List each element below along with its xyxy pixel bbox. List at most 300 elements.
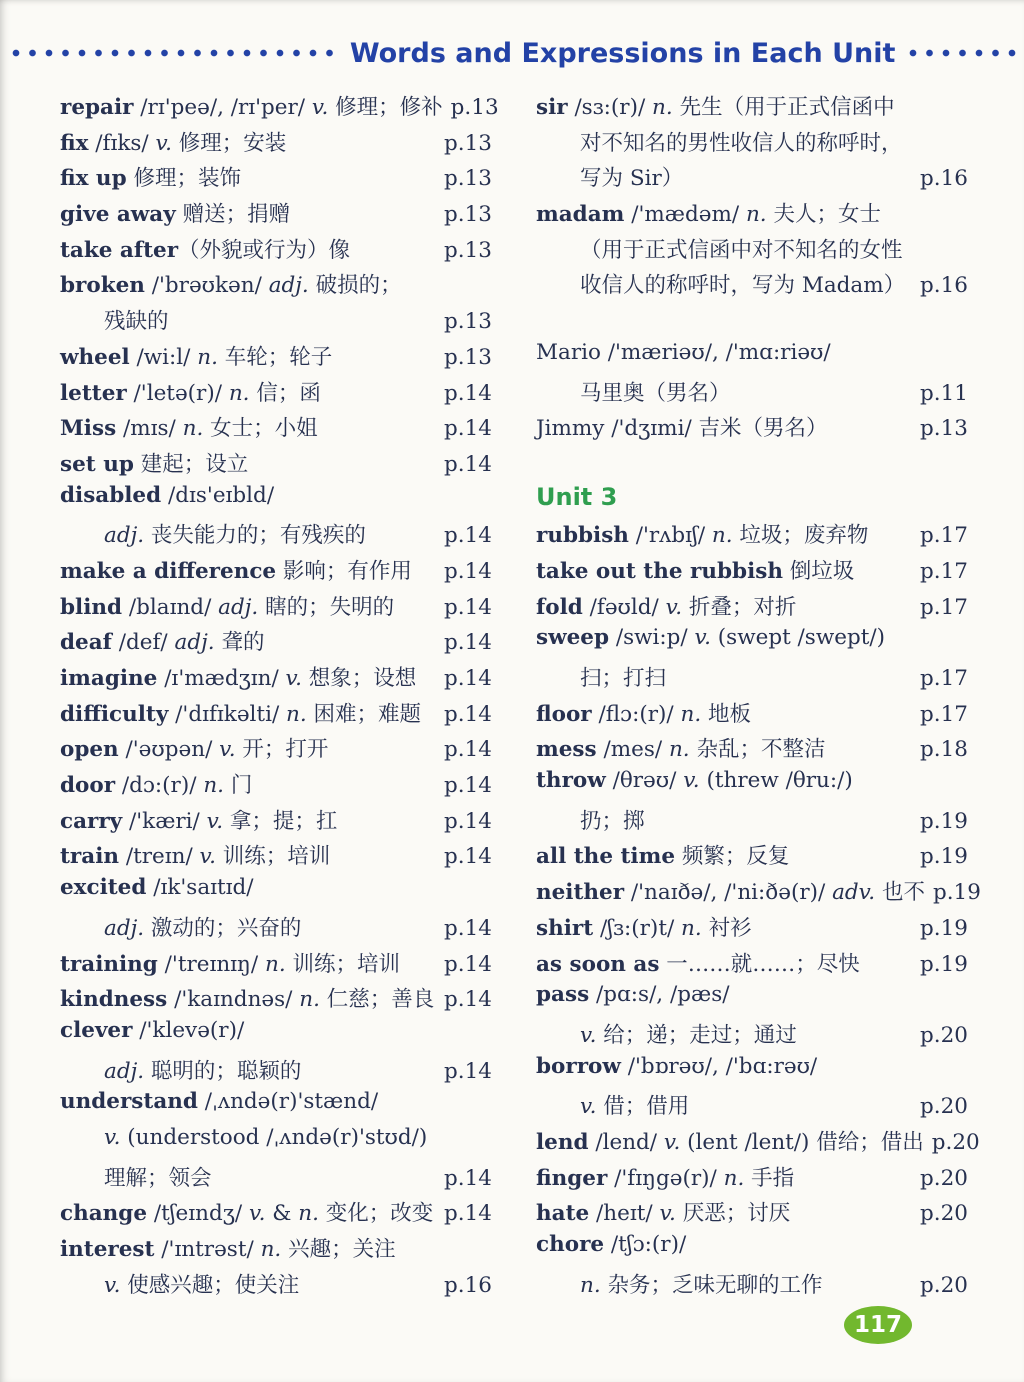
pos-label: n. bbox=[711, 523, 733, 549]
vocab-line bbox=[536, 839, 968, 875]
vocab-line bbox=[60, 554, 492, 590]
definition-text: 仁慈；善良 bbox=[319, 987, 435, 1013]
header-title: Words and Expressions in Each Unit bbox=[349, 37, 896, 69]
term-text: excited bbox=[60, 875, 147, 901]
pos-label: v. bbox=[311, 95, 329, 120]
blank-line bbox=[536, 447, 968, 483]
vocab-line bbox=[536, 590, 968, 626]
term-text: sir bbox=[536, 95, 568, 120]
pos-label: n. bbox=[668, 737, 690, 763]
pos-label: adv. bbox=[832, 880, 876, 906]
vocab-line bbox=[60, 411, 492, 447]
definition-text: 扔；掷 bbox=[580, 808, 645, 834]
vocab-line bbox=[536, 697, 968, 733]
pos-label: n. bbox=[745, 202, 767, 228]
definition-text: 折叠；对折 bbox=[682, 594, 797, 620]
vocab-line bbox=[60, 126, 492, 162]
vocab-line bbox=[536, 233, 968, 269]
page-ref: p.16 bbox=[444, 1272, 492, 1298]
entry-text bbox=[536, 590, 796, 621]
page-ref: p.11 bbox=[920, 380, 968, 406]
unit-title: Unit 3 bbox=[536, 482, 618, 511]
definition-text: 拿；提；扛 bbox=[223, 808, 338, 834]
entry-text bbox=[536, 804, 645, 835]
entry-text bbox=[60, 1268, 299, 1299]
entry-text bbox=[60, 1089, 378, 1114]
term-text: difficulty bbox=[60, 701, 169, 727]
pos-label: adj. bbox=[104, 1058, 145, 1084]
definition-text: 丧失能力的；有残疾的 bbox=[144, 523, 366, 549]
entry-text bbox=[60, 126, 286, 157]
definition-text: 收信人的称呼时，写为 Madam） bbox=[580, 273, 906, 299]
vocab-line bbox=[536, 1161, 968, 1197]
definition-text: /'naɪðə/, /'ni:ðə(r)/ bbox=[624, 880, 833, 906]
vocab-line bbox=[536, 1268, 968, 1304]
pos-label: n. bbox=[286, 701, 307, 727]
page-ref: p.20 bbox=[920, 1272, 968, 1298]
entry-text bbox=[60, 1232, 396, 1263]
vocab-line bbox=[536, 947, 968, 983]
entry-text bbox=[536, 911, 752, 942]
entry-text bbox=[536, 376, 731, 407]
vocab-line bbox=[536, 732, 968, 768]
definition-text: 破损的； bbox=[308, 273, 402, 299]
vocab-line bbox=[60, 447, 492, 483]
definition-text: 困难；难题 bbox=[306, 701, 422, 727]
vocab-line bbox=[536, 1089, 968, 1125]
page-ref: p.14 bbox=[444, 915, 492, 941]
page-ref: p.14 bbox=[444, 523, 492, 549]
term-text: repair bbox=[60, 95, 134, 120]
page-ref: p.14 bbox=[444, 1201, 492, 1227]
definition-text: /'ɪntrəst/ bbox=[154, 1237, 261, 1262]
definition-text: /heɪt/ bbox=[589, 1201, 660, 1227]
term-text: as soon as bbox=[536, 951, 660, 977]
vocab-line bbox=[60, 804, 492, 840]
entry-text bbox=[60, 1018, 244, 1043]
definition-text: /'treɪnɪŋ/ bbox=[157, 951, 265, 977]
pos-label: n. bbox=[299, 987, 320, 1013]
definition-text: /fəʊld/ bbox=[582, 594, 666, 620]
vocab-line bbox=[60, 1054, 492, 1090]
vocab-line bbox=[536, 268, 968, 304]
vocab-line bbox=[60, 590, 492, 626]
definition-text: (understood /ˌʌndə(r)'stʊd/) bbox=[120, 1124, 428, 1150]
entry-text bbox=[60, 661, 416, 692]
pos-label: v. bbox=[219, 737, 236, 763]
entry-text bbox=[536, 1089, 689, 1120]
entry-text bbox=[60, 304, 169, 335]
definition-text: 兴趣；关注 bbox=[281, 1237, 396, 1262]
definition-text: /ɪ'mædʒɪn/ bbox=[157, 666, 286, 691]
term-text: change bbox=[60, 1201, 147, 1227]
page-ref: p.14 bbox=[444, 773, 492, 799]
definition-text: /ʃɜ:(r)t/ bbox=[593, 915, 682, 941]
vocab-line bbox=[536, 411, 968, 447]
term-text: train bbox=[60, 844, 119, 870]
entry-text bbox=[536, 90, 895, 121]
entry-text bbox=[536, 233, 903, 264]
term-text: shirt bbox=[536, 915, 594, 941]
definition-text: /tʃeɪndʒ/ bbox=[147, 1201, 249, 1227]
vocab-line bbox=[60, 1161, 492, 1197]
pos-label: adj. bbox=[174, 630, 215, 656]
term-text: pass bbox=[536, 982, 590, 1008]
definition-text: & bbox=[265, 1201, 299, 1227]
term-text: broken bbox=[60, 273, 145, 299]
pos-label: v. bbox=[206, 808, 224, 834]
entry-text bbox=[536, 839, 789, 870]
vocab-line bbox=[536, 161, 968, 197]
vocab-line bbox=[536, 625, 968, 661]
term-text: lend bbox=[536, 1129, 589, 1155]
definition-text: 厌恶；讨厌 bbox=[675, 1201, 791, 1227]
vocab-line bbox=[60, 376, 492, 412]
definition-text: /treɪn/ bbox=[119, 844, 200, 870]
page-ref: p.14 bbox=[444, 844, 492, 870]
entry-text bbox=[60, 483, 274, 508]
definition-text: 想象；设想 bbox=[301, 666, 417, 691]
definition-text: (lent /lent/) 借给；借出 bbox=[680, 1129, 924, 1155]
dotted-rule-left bbox=[8, 47, 340, 59]
term-text: door bbox=[60, 773, 116, 799]
entry-text bbox=[60, 161, 241, 192]
entry-text bbox=[536, 875, 925, 906]
entry-text bbox=[60, 732, 328, 763]
vocab-line bbox=[60, 625, 492, 661]
vocab-line bbox=[536, 804, 968, 840]
page-ref: p.13 bbox=[444, 237, 492, 263]
definition-text: 地板 bbox=[701, 701, 752, 727]
definition-text: 修理；装饰 bbox=[126, 166, 241, 192]
pos-label: adj. bbox=[104, 915, 145, 941]
vocab-line bbox=[60, 1268, 492, 1304]
pos-label: adj. bbox=[268, 273, 309, 299]
term-text: understand bbox=[60, 1089, 198, 1115]
pos-label: n. bbox=[264, 951, 286, 977]
definition-text: /fɪks/ bbox=[88, 130, 156, 156]
definition-text: 垃圾；废弃物 bbox=[732, 523, 869, 549]
pos-label: n. bbox=[228, 380, 250, 406]
term-text: deaf bbox=[60, 630, 112, 656]
definition-text: 频繁；反复 bbox=[675, 844, 790, 870]
entry-text bbox=[536, 1268, 823, 1299]
term-text: training bbox=[60, 951, 158, 977]
vocab-line bbox=[60, 340, 492, 376]
page-ref: p.20 bbox=[931, 1129, 980, 1155]
page-ref: p.14 bbox=[444, 380, 492, 406]
entry-text bbox=[536, 768, 853, 793]
definition-text: /'bɒrəʊ/, /'bɑ:rəʊ/ bbox=[620, 1053, 818, 1079]
definition-text: /rɪ'peə/, /rɪ'per/ bbox=[133, 95, 312, 120]
page-ref: p.13 bbox=[450, 95, 499, 120]
entry-text bbox=[536, 161, 683, 192]
entry-text bbox=[60, 697, 421, 728]
definition-text: 扫；打扫 bbox=[580, 666, 667, 691]
definition-text: (threw /θru:/) bbox=[699, 768, 853, 794]
vocab-line bbox=[60, 1018, 492, 1054]
definition-text: 对不知名的男性收信人的称呼时， bbox=[580, 130, 903, 156]
entry-text bbox=[60, 804, 337, 835]
vocab-line bbox=[60, 483, 492, 519]
page-ref: p.14 bbox=[444, 1165, 492, 1191]
definition-text: 一……就……；尽快 bbox=[659, 951, 860, 977]
vocab-line bbox=[536, 1196, 968, 1232]
vocab-line bbox=[536, 197, 968, 233]
vocab-line bbox=[60, 768, 492, 804]
vocab-line bbox=[60, 268, 492, 304]
page-ref: p.14 bbox=[444, 594, 492, 620]
vocab-line bbox=[536, 1018, 968, 1054]
term-text: floor bbox=[536, 701, 592, 727]
entry-text bbox=[536, 661, 666, 692]
vocab-line bbox=[60, 1089, 492, 1125]
definition-text: 赠送；捐赠 bbox=[175, 202, 291, 228]
definition-text: 开；打开 bbox=[235, 737, 329, 763]
page-ref: p.20 bbox=[920, 1201, 968, 1227]
pos-label: n. bbox=[197, 344, 218, 370]
definition-text: 聋的 bbox=[214, 630, 265, 656]
entry-text bbox=[536, 197, 881, 228]
term-text: madam bbox=[536, 202, 625, 228]
definition-text: /mes/ bbox=[596, 737, 669, 763]
pos-label: v. bbox=[580, 1022, 597, 1048]
definition-text: 修理；安装 bbox=[171, 130, 287, 156]
definition-text: (swept /swept/) bbox=[710, 625, 885, 651]
page-ref: p.14 bbox=[444, 701, 492, 727]
definition-text: /'əʊpən/ bbox=[118, 737, 220, 763]
page-ref: p.20 bbox=[920, 1094, 968, 1120]
definition-text: 给；递；走过；通过 bbox=[596, 1022, 797, 1048]
definition-text: 写为 Sir） bbox=[580, 166, 684, 192]
entry-text bbox=[60, 1125, 427, 1150]
term-text: clever bbox=[60, 1017, 133, 1043]
entry-text bbox=[536, 340, 831, 365]
pos-label: n. bbox=[182, 416, 204, 442]
entry-text bbox=[536, 947, 860, 978]
term-text: borrow bbox=[536, 1053, 621, 1079]
pos-label: v. bbox=[155, 130, 172, 156]
pos-label: n. bbox=[681, 915, 702, 941]
term-text: mess bbox=[536, 737, 597, 763]
entry-text bbox=[60, 447, 248, 478]
entry-text bbox=[60, 625, 264, 656]
definition-text: /'mædəm/ bbox=[624, 202, 746, 228]
page-ref: p.14 bbox=[444, 630, 492, 656]
term-text: neither bbox=[536, 880, 625, 906]
vocab-line bbox=[60, 697, 492, 733]
term-text: fix bbox=[60, 130, 89, 156]
definition-text: /ɪk'saɪtɪd/ bbox=[146, 875, 254, 901]
page-ref: p.18 bbox=[920, 737, 968, 763]
pos-label: v. bbox=[694, 625, 711, 651]
page-ref: p.14 bbox=[444, 666, 492, 691]
page-ref: p.14 bbox=[444, 558, 492, 584]
definition-text: /'dɪfɪkəlti/ bbox=[168, 701, 287, 727]
entry-text bbox=[536, 1054, 817, 1079]
definition-text: /'kaɪndnəs/ bbox=[167, 987, 300, 1013]
term-text: carry bbox=[60, 808, 123, 834]
entry-text bbox=[60, 518, 366, 549]
pos-label: adj. bbox=[104, 523, 145, 549]
definition-text: （用于正式信函中对不知名的女性 bbox=[580, 237, 903, 263]
page-ref: p.19 bbox=[920, 915, 968, 941]
vocab-line bbox=[536, 982, 968, 1018]
definition-text: 也不 bbox=[875, 880, 925, 906]
page-ref: p.17 bbox=[920, 558, 968, 584]
entry-text bbox=[536, 1232, 686, 1257]
pos-label: n. bbox=[260, 1237, 282, 1262]
page-ref: p.14 bbox=[444, 951, 492, 977]
pos-label: v. bbox=[104, 1272, 121, 1298]
entry-text bbox=[60, 90, 443, 121]
term-text: interest bbox=[60, 1237, 155, 1262]
definition-text: 影响；有作用 bbox=[276, 558, 412, 584]
entry-text bbox=[536, 697, 751, 728]
entry-text bbox=[60, 768, 252, 799]
definition-text: /wi:l/ bbox=[129, 344, 198, 370]
entry-text bbox=[536, 625, 885, 650]
entry-text bbox=[60, 1054, 301, 1085]
definition-text: Mario /'mæriəʊ/, /'mɑ:riəʊ/ bbox=[536, 339, 831, 365]
vocab-line bbox=[536, 518, 968, 554]
term-text: Miss bbox=[60, 416, 117, 442]
definition-text: 门 bbox=[224, 773, 253, 799]
vocab-line bbox=[60, 233, 492, 269]
page-ref: p.17 bbox=[920, 594, 968, 620]
page-ref: p.16 bbox=[920, 273, 968, 299]
definition-text: 借；借用 bbox=[596, 1094, 690, 1120]
vocab-line bbox=[536, 1054, 968, 1090]
term-text: all the time bbox=[536, 844, 676, 870]
page-ref: p.19 bbox=[932, 880, 981, 906]
page-ref: p.14 bbox=[444, 808, 492, 834]
definition-text: 瞎的；失明的 bbox=[258, 594, 395, 620]
vocab-line bbox=[60, 197, 492, 233]
term-text: chore bbox=[536, 1232, 605, 1257]
unit-heading bbox=[536, 483, 968, 519]
definition-text: /'letə(r)/ bbox=[126, 380, 229, 406]
vocab-line bbox=[60, 518, 492, 554]
term-text: fix up bbox=[60, 166, 127, 192]
vocab-line bbox=[60, 304, 492, 340]
definition-text: 手指 bbox=[744, 1165, 795, 1191]
definition-text: /sɜ:(r)/ bbox=[567, 95, 653, 120]
definition-text: Jimmy /'dʒɪmi/ 吉米（男名） bbox=[536, 416, 828, 442]
entry-text bbox=[60, 376, 321, 407]
term-text: fold bbox=[536, 594, 583, 620]
page-ref: p.17 bbox=[920, 523, 968, 549]
definition-text: 变化；改变 bbox=[318, 1201, 434, 1227]
term-text: wheel bbox=[60, 344, 130, 370]
definition-text: 女士；小姐 bbox=[203, 416, 318, 442]
vocab-line bbox=[60, 982, 492, 1018]
vocab-line bbox=[536, 1125, 980, 1161]
term-text: set up bbox=[60, 451, 134, 477]
vocab-line bbox=[536, 911, 968, 947]
page-ref: p.20 bbox=[920, 1165, 968, 1191]
definition-text: 训练；培训 bbox=[215, 844, 331, 870]
definition-text: 聪明的；聪颖的 bbox=[144, 1058, 302, 1084]
blank-line bbox=[536, 304, 968, 340]
definition-text: （外貌或行为）像 bbox=[178, 237, 351, 263]
definition-text: 使感兴趣；使关注 bbox=[120, 1272, 300, 1298]
definition-text: 杂务；乏味无聊的工作 bbox=[600, 1272, 823, 1298]
entry-text bbox=[60, 340, 332, 371]
page-ref: p.14 bbox=[444, 451, 492, 477]
pos-label: v. bbox=[285, 666, 302, 691]
page-ref: p.17 bbox=[920, 666, 968, 691]
vocab-line bbox=[536, 1232, 968, 1268]
vocab-line bbox=[60, 1232, 492, 1268]
term-text: rubbish bbox=[536, 523, 629, 549]
entry-text bbox=[536, 518, 868, 549]
vocab-line bbox=[60, 732, 492, 768]
page-ref: p.16 bbox=[920, 166, 968, 192]
entry-text bbox=[536, 1125, 924, 1156]
definition-text: /ˌʌndə(r)'stænd/ bbox=[197, 1089, 379, 1115]
pos-label: v. bbox=[580, 1094, 597, 1120]
vocab-line bbox=[60, 839, 492, 875]
vocab-line bbox=[536, 376, 968, 412]
definition-text: /lend/ bbox=[588, 1129, 664, 1155]
definition-text: /dɔ:(r)/ bbox=[115, 773, 204, 799]
pos-label: v. bbox=[104, 1124, 121, 1150]
entry-text bbox=[536, 1196, 790, 1227]
pos-label: n. bbox=[203, 773, 224, 799]
page-ref: p.17 bbox=[920, 701, 968, 727]
entry-text bbox=[536, 1161, 794, 1192]
pos-label: v. bbox=[659, 1201, 676, 1227]
page-ref: p.19 bbox=[920, 808, 968, 834]
entry-text bbox=[60, 268, 402, 299]
definition-text: /'klevə(r)/ bbox=[132, 1017, 245, 1043]
entry-text bbox=[60, 839, 330, 870]
entry-text bbox=[60, 411, 318, 442]
vocab-line bbox=[60, 947, 492, 983]
definition-text: /'rʌbɪʃ/ bbox=[628, 523, 712, 549]
pos-label: n. bbox=[680, 701, 702, 727]
entry-text bbox=[60, 1196, 433, 1227]
definition-text: 建起；设立 bbox=[133, 451, 249, 477]
definition-text: /blaɪnd/ bbox=[122, 594, 219, 620]
page-ref: p.19 bbox=[920, 844, 968, 870]
definition-text: 夫人；女士 bbox=[766, 202, 881, 228]
term-text: open bbox=[60, 737, 119, 763]
definition-text: /tʃɔ:(r)/ bbox=[604, 1232, 687, 1257]
vocab-line bbox=[60, 661, 492, 697]
vocab-line bbox=[60, 161, 492, 197]
entry-text bbox=[60, 554, 412, 585]
vocab-line bbox=[60, 1196, 492, 1232]
term-text: kindness bbox=[60, 987, 168, 1013]
vocab-line bbox=[536, 554, 968, 590]
page-ref: p.13 bbox=[444, 309, 492, 335]
definition-text: 马里奥（男名） bbox=[580, 380, 731, 406]
vocab-line bbox=[536, 875, 981, 911]
term-text: imagine bbox=[60, 666, 158, 691]
definition-text: 杂乱；不整洁 bbox=[689, 737, 826, 763]
vocab-line bbox=[536, 340, 968, 376]
definition-text: /swi:p/ bbox=[609, 625, 695, 651]
definition-text: 残缺的 bbox=[104, 309, 169, 335]
page-ref: p.13 bbox=[444, 202, 492, 228]
term-text: sweep bbox=[536, 625, 610, 651]
entry-text bbox=[60, 947, 400, 978]
definition-text: 理解；领会 bbox=[104, 1165, 212, 1191]
vocab-line bbox=[536, 768, 968, 804]
left-column bbox=[60, 90, 499, 1303]
